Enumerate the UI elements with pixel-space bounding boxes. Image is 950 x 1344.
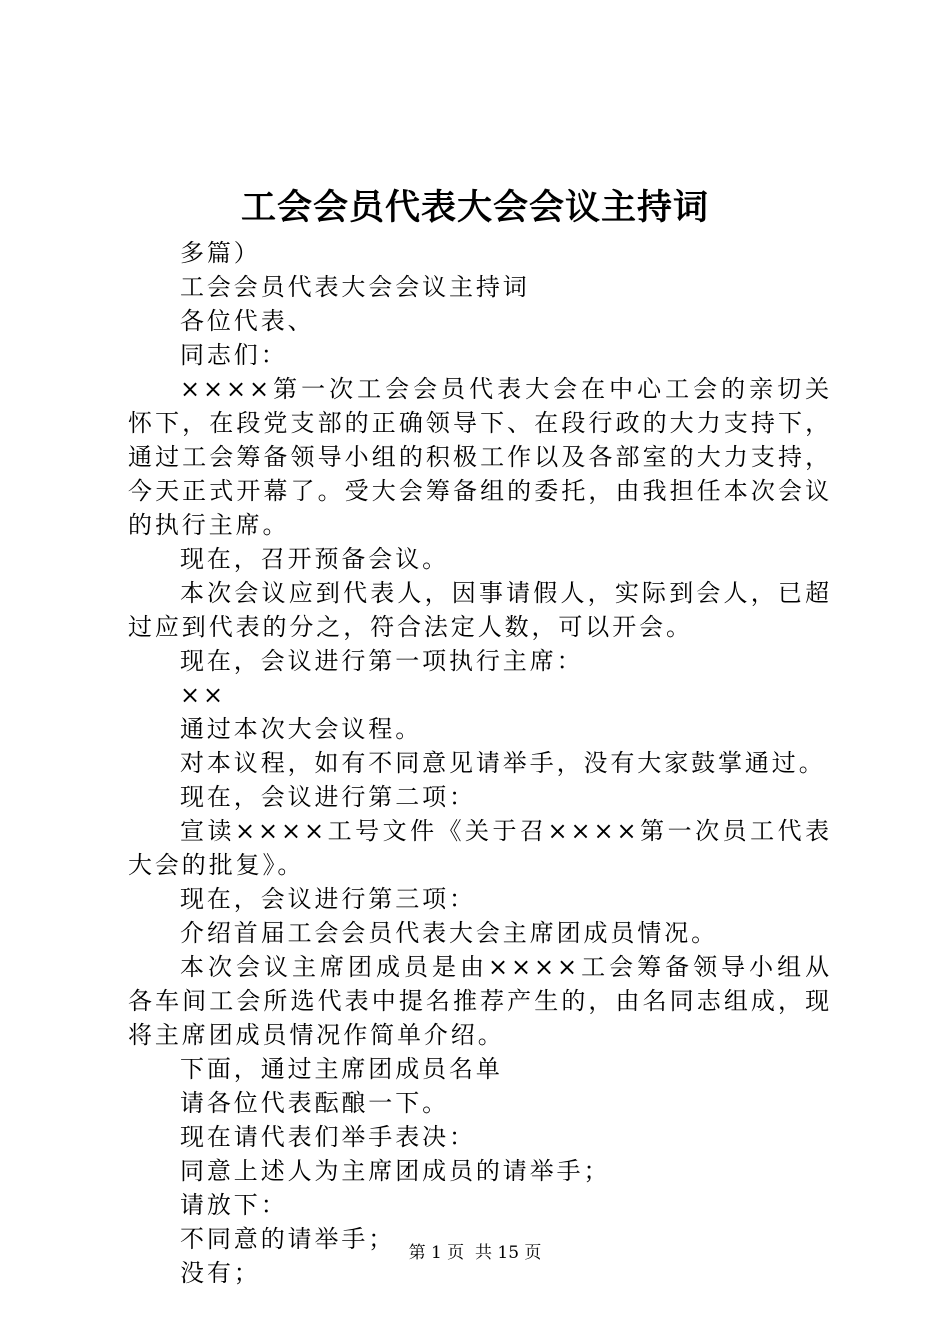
paragraph: 对本议程，如有不同意见请举手，没有大家鼓掌通过。 bbox=[180, 749, 826, 777]
paragraph: ×× bbox=[180, 681, 227, 709]
paragraph: 没有； bbox=[180, 1259, 261, 1287]
paragraph: 现在，召开预备会议。 bbox=[180, 545, 449, 573]
document-title: 工会会员代表大会会议主持词 bbox=[240, 187, 709, 228]
paragraph: 不同意的请举手； bbox=[180, 1225, 396, 1253]
paragraph: 通过本次大会议程。 bbox=[180, 715, 423, 743]
paragraph: 本次会议主席团成员是由××××工会筹备领导小组从各车间工会所选代表中提名推荐产生的，由名同志组成，现将主席团成员情况作简单介绍。 bbox=[128, 953, 832, 1049]
page-footer bbox=[0, 1242, 950, 1264]
paragraph: 现在，会议进行第二项： bbox=[180, 783, 476, 811]
paragraph: 宣读××××工号文件《关于召××××第一次员工代表大会的批复》。 bbox=[128, 817, 832, 879]
paragraph: 各位代表、 bbox=[180, 307, 315, 335]
paragraph: 现在请代表们举手表决： bbox=[180, 1123, 476, 1151]
paragraph: 多篇） bbox=[180, 239, 261, 267]
paragraph: ××××第一次工会会员代表大会在中心工会的亲切关怀下，在段党支部的正确领导下、在段行政的大力支持下，通过工会筹备领导小组的积极工作以及各部室的大力支持，今天正式开幕了。受大会筹备组的委托，由我担任本次会议的执行主席。 bbox=[128, 375, 832, 539]
paragraph: 同志们： bbox=[180, 341, 288, 369]
paragraph: 介绍首届工会会员代表大会主席团成员情况。 bbox=[180, 919, 718, 947]
paragraph: 下面，通过主席团成员名单 bbox=[180, 1055, 503, 1083]
paragraph: 请各位代表酝酿一下。 bbox=[180, 1089, 449, 1117]
paragraph: 工会会员代表大会会议主持词 bbox=[180, 273, 530, 301]
paragraph: 本次会议应到代表人，因事请假人，实际到会人，已超过应到代表的分之，符合法定人数，可以开会。 bbox=[128, 579, 832, 641]
paragraph: 同意上述人为主席团成员的请举手； bbox=[180, 1157, 611, 1185]
paragraph: 现在，会议进行第一项执行主席： bbox=[180, 647, 584, 675]
page-number-label: 第 1 页 共 15 页 bbox=[408, 1243, 542, 1263]
document-body bbox=[128, 236, 832, 1290]
paragraph: 现在，会议进行第三项： bbox=[180, 885, 476, 913]
paragraph: 请放下： bbox=[180, 1191, 288, 1219]
